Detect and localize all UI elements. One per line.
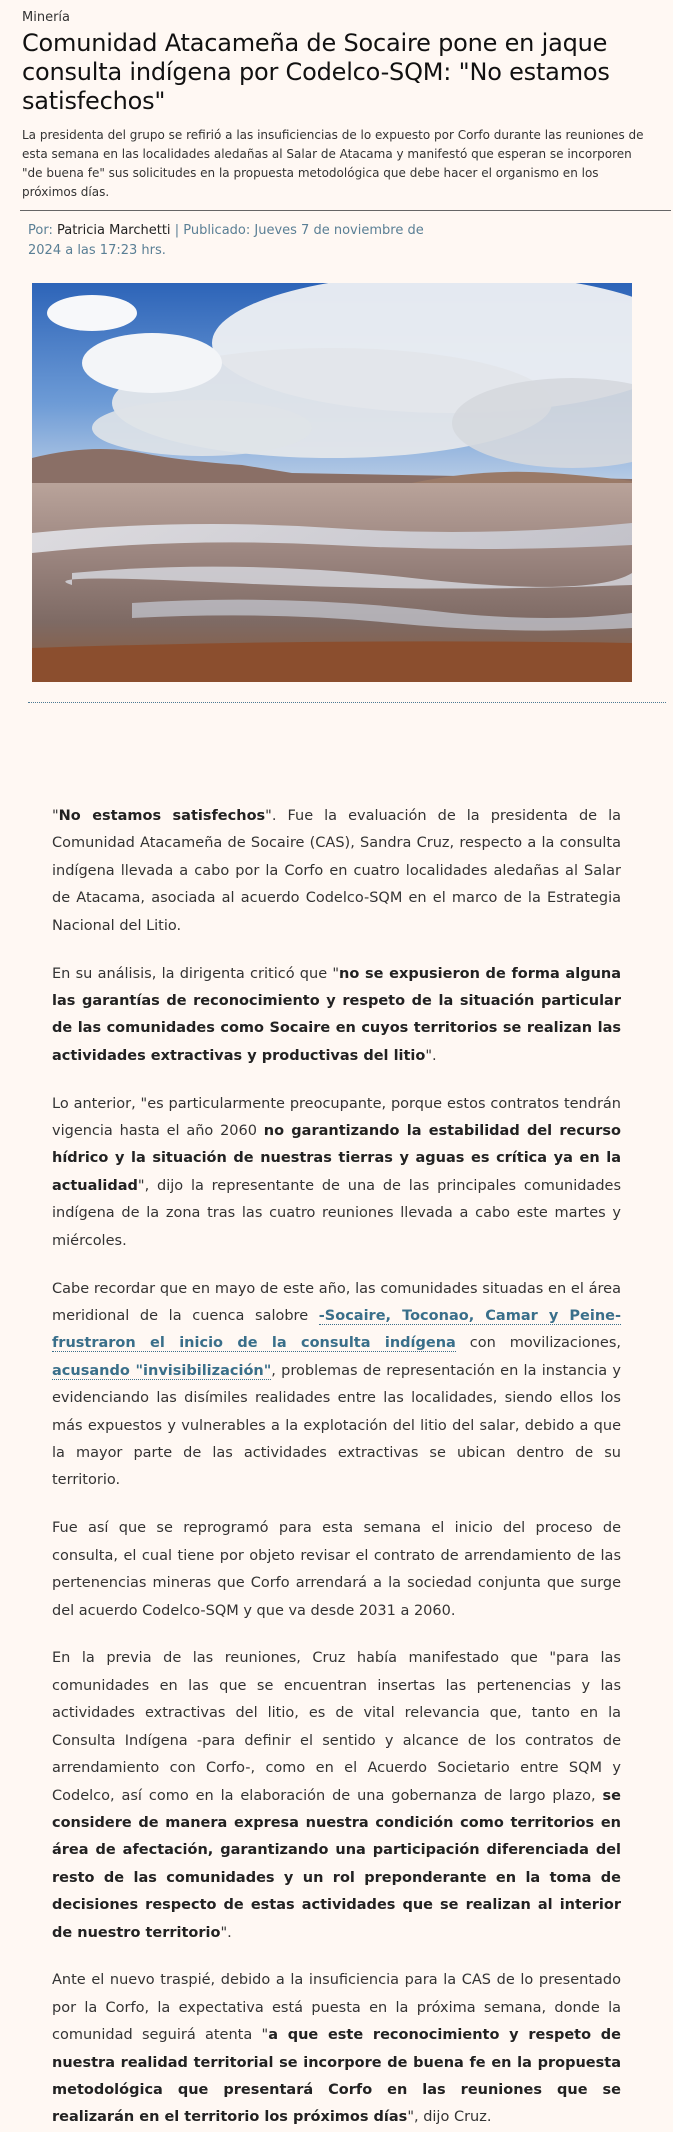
p7-bold: a que este reconocimiento y respeto de nuestra realidad territorial se incorpore de buena fe en la propuesta metodológica que presentará Corfo en las reuniones que se realizarán en el territorio los próximos días <box>52 2027 622 2126</box>
p5-text: Fue así que se reprogramó para esta semana el inicio del proceso de consulta, el cual tiene por objeto revisar el contrato de arrendamiento de las pertenencias mineras que Corfo arrendará a la sociedad conjunta que surge del acuerdo Codelco-SQM y que va desde 2031 a 2060. <box>52 1520 621 1619</box>
p6-text-2: ". <box>220 1924 232 1941</box>
article-dek: La presidenta del grupo se refirió a las insuficiencias de lo expuesto por Corfo durante las reuniones de esta semana en las localidades aledañas al Salar de Atacama y manifestó que esperan se incorporen "de buena fe" sus solicitudes en la propuesta metodológica que debe hacer el organismo en los próximos días. <box>22 128 644 199</box>
p1-text: ". Fue la evaluación de la presidenta de la Comunidad Atacameña de Socaire (CAS), Sandra Cruz, respecto a la consulta indígena llevada a cabo por la Corfo en cuatro localidades aledañas al Salar de Atacama, asociada al acuerdo Codelco-SQM en el marco de la Estrategia Nacional del Litio. <box>52 808 622 934</box>
p2-text-2: ". <box>425 1047 437 1064</box>
salar-landscape-image <box>32 283 632 682</box>
author-name[interactable]: Patricia Marchetti <box>56 223 171 238</box>
p2-bold: no se expusieron de forma alguna las garantías de reconocimiento y respeto de la situación particular de las comunidades como Socaire en cuyos territorios se realizan las actividades extractivas y productivas del litio <box>52 965 621 1064</box>
p1-quote-open: " <box>52 808 59 824</box>
paragraph-1 <box>52 803 621 940</box>
p1-bold: No estamos satisfechos <box>58 808 266 824</box>
p4-text-2: con movilizaciones, <box>455 1335 621 1352</box>
article-title: Comunidad Atacameña de Socaire pone en jaque consulta indígena por Codelco-SQM: "No estamos satisfechos" <box>22 29 610 115</box>
p3-bold: no garantizando la estabilidad del recurso hídrico y la situación de nuestras tierras y aguas es crítica ya en la actualidad <box>52 1123 622 1194</box>
paragraph-5 <box>52 1515 621 1625</box>
p6-bold: se considere de manera expresa nuestra condición como territorios en área de afectación, garantizando una participación diferenciada del resto de las comunidades y un rol preponderante en la toma de decisiones respecto de estas actividades que se realizan al interior de nuestro territorio <box>52 1787 621 1941</box>
p7-text-1: Ante el nuevo traspié, debido a la insuficiencia para la CAS de lo presentado por la Corfo, la expectativa está puesta en la próxima semana, donde la comunidad seguirá atenta " <box>52 1972 621 2044</box>
p6-text-1: En la previa de las reuniones, Cruz había manifestado que "para las comunidades en las que se encuentran insertas las pertenencias y las actividades extractivas del litio, es de vital relevancia que, tanto en la Consulta Indígena -para definir el sentido y alcance de los contratos de arrendamiento con Corfo-, como en el Acuerdo Societario entre SQM y Codelco, así como en la elaboración de una gobernanza de largo plazo, <box>52 1650 621 1804</box>
paragraph-7 <box>52 1967 621 2131</box>
paragraph-2 <box>52 961 621 1071</box>
article-header <box>0 0 673 210</box>
p3-text-2: ", dijo la representante de una de las principales comunidades indígena de la zona tras las cuatro reuniones llevada a cabo este martes y miércoles. <box>52 1177 621 1249</box>
paragraph-6 <box>52 1645 621 1946</box>
p2-text-1: En su análisis, la dirigenta criticó que " <box>52 965 340 982</box>
meta-separator: | <box>174 223 180 238</box>
p4-text-1: Cabe recordar que en mayo de este año, las comunidades situadas en el área meridional de la cuenca salobre <box>52 1280 621 1324</box>
article-body <box>0 803 673 2132</box>
link-invisibilizacion[interactable]: acusando "invisibilización" <box>52 1362 272 1379</box>
article-photo <box>32 283 632 682</box>
p7-text-2: ", dijo Cruz. <box>407 2109 492 2126</box>
article-meta <box>0 211 486 261</box>
image-divider <box>28 702 666 703</box>
paragraph-4 <box>52 1276 621 1495</box>
link-comunidades-frustraron[interactable]: -Socaire, Toconao, Camar y Peine- frustraron el inicio de la consulta indígena <box>52 1308 621 1352</box>
published-label: Publicado: <box>183 223 251 238</box>
author-prefix: Por: <box>28 223 53 238</box>
p4-text-3: , problemas de representación en la instancia y evidenciando las disímiles realidades entre las localidades, siendo ellos los más expuestos y vulnerables a la explotación del litio del salar, debido a que la mayor parte de las actividades extractivas se ubican dentro de su territorio. <box>52 1362 621 1489</box>
section-label[interactable]: Minería <box>22 10 70 25</box>
p3-text-1: Lo anterior, "es particularmente preocupante, porque estos contratos tendrán vigencia hasta el año 2060 <box>52 1095 621 1140</box>
published-date: Jueves 7 de noviembre de 2024 a las 17:23 hrs. <box>28 223 424 258</box>
paragraph-3 <box>52 1091 621 1255</box>
